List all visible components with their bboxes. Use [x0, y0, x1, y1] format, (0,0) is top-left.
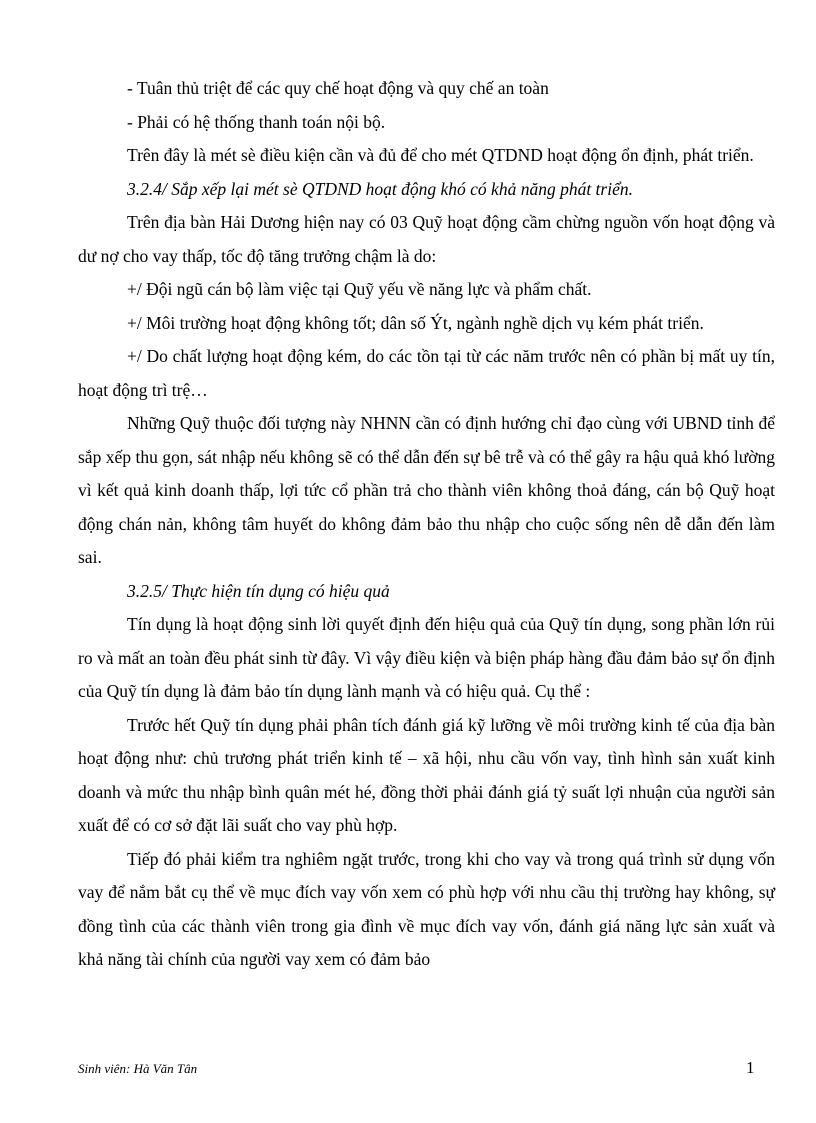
paragraph-11: Tín dụng là hoạt động sinh lời quyết định đến hiệu quả của Quỹ tín dụng, song phần lớn rủi ro và mất an toàn đều phát sinh từ đây. Vì vậy điều kiện và biện pháp hàng đầu đảm bảo sự ổn định của Quỹ tín dụng là đảm bảo tín dụng lành mạnh và có hiệu quả. Cụ thể :	[78, 614, 775, 701]
paragraph-1: - Tuân thủ triệt để các quy chế hoạt động và quy chế an toàn	[127, 78, 549, 98]
section-heading-3-2-4: 3.2.4/ Sắp xếp lại mét sè QTDND hoạt động khó có khả năng phát triển.	[127, 178, 633, 199]
paragraph-13: Tiếp đó phải kiểm tra nghiêm ngặt trước, trong khi cho vay và trong quá trình sử dụng vốn vay để nắm bắt cụ thể về mục đích vay vốn xem có phù hợp với nhu cầu thị trường hay không, sự đồng tình của các thành viên trong gia đình về mục đích vay vốn, đánh giá năng lực sản xuất và khả năng tài chính của người vay xem có đảm bảo	[78, 848, 775, 969]
page-number: 1	[746, 1058, 755, 1077]
footer-student-name: Sinh viên: Hà Văn Tân	[78, 1061, 198, 1076]
paragraph-3: Trên đây là mét sè điều kiện cần và đủ để cho mét QTDND hoạt động ổn định, phát triển.	[127, 145, 754, 165]
document-body	[78, 72, 775, 977]
paragraph-7: +/ Môi trường hoạt động không tốt; dân số Ýt, ngành nghề dịch vụ kém phát triển.	[127, 312, 704, 333]
paragraph-6: +/ Đội ngũ cán bộ làm việc tại Quỹ yếu về năng lực và phẩm chất.	[127, 279, 592, 299]
paragraph-5: Trên địa bàn Hải Dương hiện nay có 03 Quỹ hoạt động cầm chừng nguồn vốn hoạt động và dư nợ cho vay thấp, tốc độ tăng trưởng chậm là do:	[78, 212, 775, 266]
paragraph-9: Những Quỹ thuộc đối tượng này NHNN cần có định hướng chỉ đạo cùng với UBND tỉnh để sắp xếp thu gọn, sát nhập nếu không sẽ có thể dẫn đến sự bê trễ và có thể gây ra hậu quả khó lường vì kết quả kinh doanh thấp, lợi tức cổ phần trả cho thành viên không thoả đáng, cán bộ Quỹ hoạt động chán nản, không tâm huyết do không đảm bảo thu nhập cho cuộc sống nên dễ dẫn đến làm sai.	[78, 413, 775, 567]
paragraph-2: - Phải có hệ thống thanh toán nội bộ.	[127, 111, 386, 132]
paragraph-12: Trước hết Quỹ tín dụng phải phân tích đánh giá kỹ lưỡng về môi trường kinh tế của địa bàn hoạt động như: chủ trương phát triển kinh tế – xã hội, nhu cầu vốn vay, tình hình sản xuất kinh doanh và mức thu nhập bình quân mét hé, đồng thời phải đánh giá tỷ suất lợi nhuận của người sản xuất để có cơ sở đặt lãi suất cho vay phù hợp.	[78, 714, 775, 835]
section-heading-3-2-5: 3.2.5/ Thực hiện tín dụng có hiệu quả	[127, 580, 390, 601]
paragraph-8: +/ Do chất lượng hoạt động kém, do các tồn tại từ các năm trước nên có phần bị mất uy tín, hoạt động trì trệ…	[78, 346, 775, 400]
